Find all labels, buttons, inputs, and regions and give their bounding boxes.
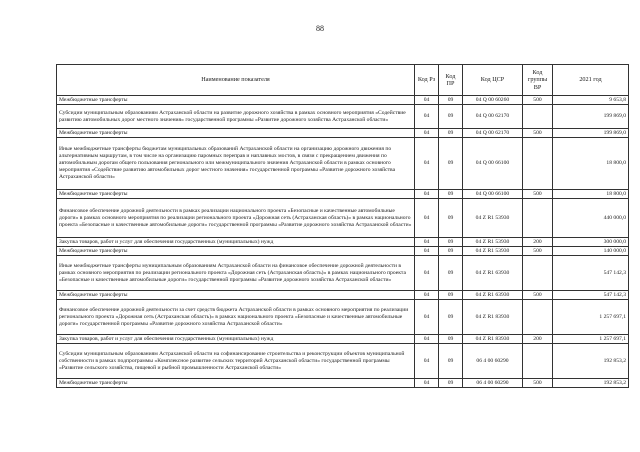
table-row <box>57 256 629 291</box>
row-amount: 547 142,3 <box>553 256 629 291</box>
row-amount: 18 800,0 <box>553 190 629 199</box>
header-csr: Код ЦСР <box>463 65 523 96</box>
row-vr: 200 <box>523 238 553 247</box>
row-rz: 04 <box>415 256 439 291</box>
row-pr: 09 <box>439 256 463 291</box>
row-pr: 09 <box>439 105 463 129</box>
row-amount: 18 800,0 <box>553 138 629 190</box>
row-vr <box>523 300 553 335</box>
table-body <box>57 96 629 388</box>
row-vr: 500 <box>523 291 553 300</box>
row-amount: 199 869,0 <box>553 105 629 129</box>
row-vr: 500 <box>523 190 553 199</box>
header-year: 2021 год <box>553 65 629 96</box>
row-amount: 547 142,3 <box>553 291 629 300</box>
row-rz: 04 <box>415 247 439 256</box>
row-rz: 04 <box>415 105 439 129</box>
table-row <box>57 247 629 256</box>
row-rz: 04 <box>415 300 439 335</box>
table-header-row <box>57 65 629 96</box>
table-row <box>57 379 629 388</box>
table-row <box>57 190 629 199</box>
row-csr: 04 Q 00 62170 <box>463 105 523 129</box>
row-vr: 500 <box>523 96 553 105</box>
row-rz: 04 <box>415 335 439 344</box>
row-amount: 1 257 697,1 <box>553 335 629 344</box>
row-vr <box>523 105 553 129</box>
header-pr: Код ПР <box>439 65 463 96</box>
table-row <box>57 238 629 247</box>
row-pr: 09 <box>439 344 463 379</box>
row-amount: 199 869,0 <box>553 129 629 138</box>
row-vr <box>523 256 553 291</box>
row-rz: 04 <box>415 129 439 138</box>
row-csr: 04 Q 00 66100 <box>463 190 523 199</box>
row-csr: 04 Z R1 53930 <box>463 238 523 247</box>
header-rz: Код Рз <box>415 65 439 96</box>
row-csr: 04 Q 00 66100 <box>463 138 523 190</box>
row-amount: 140 000,0 <box>553 247 629 256</box>
row-rz: 04 <box>415 96 439 105</box>
budget-table <box>56 64 629 388</box>
row-amount: 440 000,0 <box>553 199 629 238</box>
page-number: 88 <box>316 24 324 33</box>
row-csr: 04 Q 00 60260 <box>463 96 523 105</box>
row-vr <box>523 199 553 238</box>
row-rz: 04 <box>415 199 439 238</box>
row-pr: 09 <box>439 129 463 138</box>
row-name: Иные межбюджетные трансферты муниципальным образованиям Астраханской области на финансовое обеспечение дорожной деятельности в рамках основного мероприятия по реализации регионального проекта «Дорожная сеть (Астраханская область)» в рамках национального проекта «Безопасные и качественные автомобильные дороги» государственной программы «Развитие дорожного хозяйства Астраханской области» <box>57 256 415 291</box>
row-name: Межбюджетные трансферты <box>57 96 415 105</box>
row-rz: 04 <box>415 291 439 300</box>
table-row <box>57 129 629 138</box>
row-pr: 09 <box>439 190 463 199</box>
row-amount: 300 000,0 <box>553 238 629 247</box>
row-pr: 09 <box>439 291 463 300</box>
row-vr: 500 <box>523 247 553 256</box>
row-name: Закупка товаров, работ и услуг для обеспечения государственных (муниципальных) нужд <box>57 238 415 247</box>
table-row <box>57 199 629 238</box>
row-rz: 04 <box>415 190 439 199</box>
table-row <box>57 291 629 300</box>
row-pr: 09 <box>439 238 463 247</box>
row-rz: 04 <box>415 344 439 379</box>
table-row <box>57 138 629 190</box>
row-rz: 04 <box>415 238 439 247</box>
row-name: Иные межбюджетные трансферты бюджетам муниципальных образований Астраханской области на организацию дорожного движения по альтернативным маршрутам, в том числе на организацию паромных переправ и наплавных мостов, в связи с прекращением движения по автомобильным дорогам общего пользования регионального или межмуниципального значения Астраханской области в рамках основного мероприятия «Содействие развитию автомобильных дорог местного значения» государственной программы «Развитие дорожного хозяйства Астраханской области» <box>57 138 415 190</box>
row-pr: 09 <box>439 96 463 105</box>
row-pr: 09 <box>439 138 463 190</box>
row-amount: 192 853,2 <box>553 379 629 388</box>
row-vr: 500 <box>523 129 553 138</box>
row-pr: 09 <box>439 335 463 344</box>
header-vr: Код группы ВР <box>523 65 553 96</box>
row-vr <box>523 138 553 190</box>
row-csr: 04 Z R1 53930 <box>463 199 523 238</box>
table-row <box>57 335 629 344</box>
row-vr: 200 <box>523 335 553 344</box>
row-name: Финансовое обеспечение дорожной деятельности в рамках реализации национального проекта «Безопасные и качественные автомобильные дороги» в рамках основного мероприятия по реализации регионального проекта «Дорожная сеть (Астраханская область)» в рамках национального проекта «Безопасные и качественные автомобильные дороги» государственной программы «Развитие дорожного хозяйства Астраханской области» <box>57 199 415 238</box>
table-row <box>57 344 629 379</box>
row-vr <box>523 344 553 379</box>
row-name: Субсидии муниципальным образованиям Астраханской области на софинансирование строительства и реконструкции объектов муниципальной собственности в рамках подпрограммы «Комплексное развитие сельских территорий Астраханской области» государственной программы «Развитие сельского хозяйства, пищевой и рыбной промышленности Астраханской области» <box>57 344 415 379</box>
row-pr: 09 <box>439 247 463 256</box>
table-row <box>57 105 629 129</box>
row-rz: 04 <box>415 138 439 190</box>
row-csr: 04 Z R1 83930 <box>463 335 523 344</box>
row-rz: 04 <box>415 379 439 388</box>
row-name: Межбюджетные трансферты <box>57 379 415 388</box>
row-csr: 04 Z R1 53930 <box>463 247 523 256</box>
table-row <box>57 96 629 105</box>
row-pr: 09 <box>439 300 463 335</box>
header-name: Наименование показателя <box>57 65 415 96</box>
row-amount: 9 653,8 <box>553 96 629 105</box>
row-amount: 192 853,2 <box>553 344 629 379</box>
table-row <box>57 300 629 335</box>
row-csr: 04 Q 00 62170 <box>463 129 523 138</box>
row-csr: 04 Z R1 83930 <box>463 300 523 335</box>
row-amount: 1 257 697,1 <box>553 300 629 335</box>
row-name: Закупка товаров, работ и услуг для обеспечения государственных (муниципальных) нужд <box>57 335 415 344</box>
row-name: Субсидии муниципальным образованиям Астраханской области на развитие дорожного хозяйства в рамках основного мероприятия «Содействие развитию автомобильных дорог местного значения» государственной программы «Развитие дорожного хозяйства Астраханской области» <box>57 105 415 129</box>
row-name: Межбюджетные трансферты <box>57 247 415 256</box>
row-csr: 06 4 00 60290 <box>463 344 523 379</box>
row-csr: 06 4 00 60290 <box>463 379 523 388</box>
row-name: Финансовое обеспечение дорожной деятельности за счет средств бюджета Астраханской области в рамках основного мероприятия по реализации регионального проекта «Дорожная сеть (Астраханская область)» в рамках национального проекта «Безопасные и качественные автомобильные дороги» государственной программы «Развитие дорожного хозяйства Астраханской области» <box>57 300 415 335</box>
row-csr: 04 Z R1 63930 <box>463 291 523 300</box>
row-pr: 09 <box>439 199 463 238</box>
row-name: Межбюджетные трансферты <box>57 291 415 300</box>
row-pr: 09 <box>439 379 463 388</box>
row-name: Межбюджетные трансферты <box>57 129 415 138</box>
row-vr: 500 <box>523 379 553 388</box>
row-name: Межбюджетные трансферты <box>57 190 415 199</box>
row-csr: 04 Z R1 63930 <box>463 256 523 291</box>
